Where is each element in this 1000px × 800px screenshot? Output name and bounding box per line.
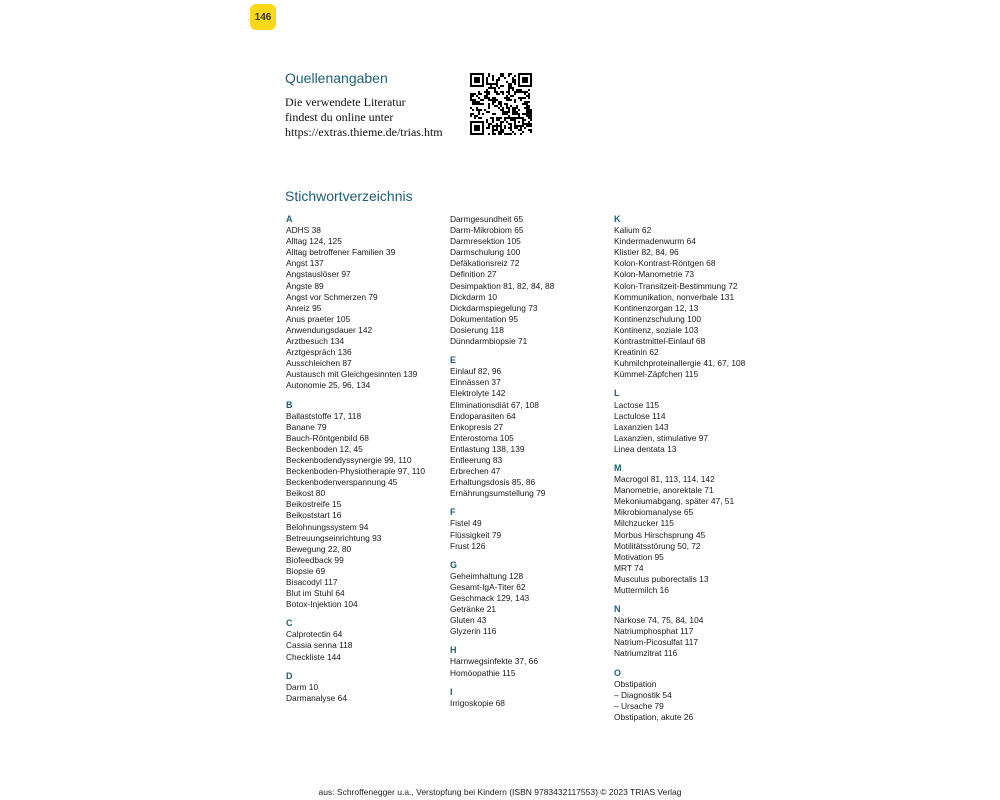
index-entry: Milchzucker 115 (614, 518, 674, 529)
index-heading: Stichwortverzeichnis (285, 188, 413, 204)
index-entry: Bewegung 22, 80 (286, 543, 352, 554)
index-letter: D (286, 670, 293, 681)
index-entry: Dosierung 118 (450, 324, 504, 335)
index-entry: Fistel 49 (450, 518, 482, 529)
index-entry: Glyzerin 116 (450, 626, 497, 637)
index-entry: Cassia senna 118 (286, 640, 353, 651)
index-letter: C (286, 618, 293, 629)
index-section (614, 463, 774, 596)
index-entry: Muttermilch 16 (614, 585, 669, 595)
index-entry: Ballaststoffe 17, 118 (286, 410, 362, 421)
index-entry: Obstipation, akute 26 (614, 711, 694, 722)
index-entry: Gluten 43 (450, 615, 487, 626)
index-entry: Angstauslöser 97 (286, 269, 351, 280)
index-section (614, 214, 774, 380)
index-entry: Beikoststart 16 (286, 510, 342, 521)
index-entry: Anwendungsdauer 142 (286, 324, 373, 335)
index-section (286, 214, 446, 392)
index-entry: Biofeedback 99 (286, 554, 344, 565)
index-entry: Kontinenzschulung 100 (614, 313, 702, 324)
index-entry: Einnässen 37 (450, 377, 501, 388)
index-entry: Dünndarmbiopsie 71 (450, 336, 528, 347)
index-entry: Motivation 95 (614, 551, 664, 562)
index-entry: Arztgespräch 136 (286, 347, 352, 358)
index-entry: Calprotectin 64 (286, 629, 343, 640)
index-entry: Kontrastmittel-Einlauf 68 (614, 336, 706, 347)
index-entry: Laxanzien, stimulative 97 (614, 432, 709, 443)
index-section (286, 618, 446, 662)
index-entry: Beikost 80 (286, 488, 326, 499)
index-entry: Einlauf 82, 96 (450, 366, 502, 377)
index-section (450, 214, 610, 347)
index-entry: – Diagnostik 54 (614, 689, 672, 700)
index-letter: N (614, 604, 621, 615)
index-entry: Irrigoskopie 68 (450, 697, 505, 708)
footer-citation: aus: Schroffenegger u.a., Verstopfung bei Kindern (ISBN 9783432117553) © 2023 TRIAS Verlag (318, 787, 682, 797)
index-section (614, 388, 774, 455)
index-entry: Lactulose 114 (614, 410, 666, 421)
index-entry: ADHS 38 (286, 225, 321, 236)
index-entry: Kalium 62 (614, 225, 652, 236)
index-entry: Laxanzien 143 (614, 421, 669, 432)
index-entry: Dickdarm 10 (450, 291, 498, 302)
index-entry: MRT 74 (614, 562, 644, 573)
index-entry: Motilitätsstörung 50, 72 (614, 540, 701, 551)
index-entry: Austausch mit Gleichgesinnten 139 (286, 369, 418, 380)
index-entry: Darmresektion 105 (450, 236, 521, 247)
index-entry: Biopsie 69 (286, 565, 326, 576)
index-entry: Kolon-Transitzeit-Bestimmung 72 (614, 280, 738, 291)
index-entry: Narkose 74, 75, 84, 104 (614, 615, 704, 626)
index-column-2 (450, 214, 610, 717)
index-letter: G (450, 559, 458, 570)
index-entry: Beckenboden-Physiotherapie 97, 110 (286, 466, 426, 477)
index-entry: Erhaltungsdosis 85, 86 (450, 477, 536, 488)
index-entry: Eliminationsdiät 67, 108 (450, 399, 539, 410)
index-entry: Kontinenzorgan 12, 13 (614, 302, 699, 313)
index-letter: I (450, 686, 453, 697)
qr-code-icon[interactable] (470, 73, 532, 135)
index-entry: Klistier 82, 84, 96 (614, 247, 679, 258)
index-entry: Checkliste 144 (286, 651, 341, 662)
index-letter: O (614, 667, 622, 678)
index-entry: Ernährungsumstellung 79 (450, 488, 546, 499)
index-column-3 (614, 214, 774, 731)
index-entry: Kindermadenwurm 64 (614, 236, 696, 247)
index-letter: E (450, 355, 457, 366)
index-entry: Musculus puborectalis 13 (614, 573, 709, 584)
index-entry: Darmgesundheit 65 (450, 214, 524, 224)
index-entry: Obstipation (614, 678, 657, 689)
index-letter: L (614, 388, 620, 399)
index-entry: Enterostoma 105 (450, 432, 514, 443)
index-entry: Macrogol 81, 113, 114, 142 (614, 474, 715, 485)
index-entry: Kuhmilchproteinallergie 41, 67, 108 (614, 358, 746, 369)
index-entry: Darmanalyse 64 (286, 692, 347, 703)
index-entry: Dokumentation 95 (450, 313, 518, 324)
index-entry: Elektrolyte 142 (450, 388, 506, 399)
index-entry: Darm-Mikrobiom 65 (450, 225, 524, 236)
index-section (286, 400, 446, 611)
index-section (286, 671, 446, 704)
index-letter: F (450, 507, 456, 518)
index-entry: Geheimhaltung 128 (450, 570, 524, 581)
index-entry: Botox-Injektion 104 (286, 599, 358, 610)
index-entry: Angst 137 (286, 258, 324, 269)
index-entry: Belohnungssystem 94 (286, 521, 369, 532)
index-letter: B (286, 399, 293, 410)
sources-heading: Quellenangaben (285, 70, 388, 86)
index-entry: Darm 10 (286, 681, 319, 692)
index-entry: Ängste 89 (286, 280, 324, 291)
index-entry: Darmschulung 100 (450, 247, 521, 258)
index-entry: Bauch-Röntgenbild 68 (286, 432, 369, 443)
index-letter: K (614, 214, 621, 224)
index-entry: Banane 79 (286, 421, 327, 432)
index-entry: Frust 126 (450, 540, 486, 551)
index-entry: Manometrie, anorektale 71 (614, 485, 714, 496)
index-entry: Getränke 21 (450, 604, 497, 615)
sources-line: Die verwendete Literatur (285, 95, 406, 109)
index-entry: Beikostreife 15 (286, 499, 342, 510)
index-entry: Homöopathie 115 (450, 667, 516, 678)
sources-line: findest du online unter (285, 110, 394, 124)
index-entry: Kontinenz, soziale 103 (614, 324, 699, 335)
index-letter: H (450, 645, 457, 656)
index-entry: Definition 27 (450, 269, 497, 280)
index-entry: Linea dentata 13 (614, 443, 677, 454)
index-entry: Geschmack 129, 143 (450, 593, 530, 603)
index-section (450, 507, 610, 551)
index-entry: Anus praeter 105 (286, 313, 351, 324)
index-entry: Anreiz 95 (286, 302, 322, 313)
index-entry: – Ursache 79 (614, 700, 664, 711)
index-entry: Mekoniumabgang, später 47, 51 (614, 496, 735, 507)
index-entry: Entlastung 138, 139 (450, 443, 525, 454)
index-letter: M (614, 462, 622, 473)
index-section (450, 355, 610, 499)
index-section (450, 645, 610, 678)
index-entry: Mikrobiomanalyse 65 (614, 507, 694, 518)
index-entry: Morbus Hirschsprung 45 (614, 529, 706, 540)
index-entry: Kreatinin 62 (614, 347, 659, 358)
index-entry: Flüssigkeit 79 (450, 529, 502, 540)
index-entry: Natriumphosphat 117 (614, 626, 694, 637)
index-entry: Kolon-Kontrast-Röntgen 68 (614, 258, 716, 269)
index-entry: Alltag 124, 125 (286, 236, 342, 247)
index-section (614, 668, 774, 723)
index-entry: Lactose 115 (614, 399, 660, 410)
index-entry: Dickdarmspiegelung 73 (450, 302, 538, 313)
index-entry: Kümmel-Zäpfchen 115 (614, 369, 699, 380)
index-entry: Beckenbodenverspannung 45 (286, 477, 398, 488)
index-entry: Alltag betroffener Familien 39 (286, 247, 396, 258)
index-entry: Beckenbodendyssynergie 99, 110 (286, 454, 412, 465)
index-entry: Arztbesuch 134 (286, 336, 345, 347)
index-entry: Gesamt-IgA-Titer 62 (450, 581, 526, 592)
index-entry: Natrium-Picosulfat 117 (614, 637, 699, 648)
index-entry: Harnwegsinfekte 37, 66 (450, 656, 538, 667)
index-entry: Defäkationsreiz 72 (450, 258, 520, 269)
index-entry: Blut im Stuhl 64 (286, 588, 345, 599)
index-section (450, 687, 610, 709)
index-entry: Kolon-Manometrie 73 (614, 269, 695, 280)
index-entry: Enkopresis 27 (450, 421, 504, 432)
index-section (450, 560, 610, 638)
index-entry: Erbrechen 47 (450, 466, 501, 477)
sources-link[interactable]: https://extras.thieme.de/trias.htm (285, 125, 443, 139)
sources-text (285, 95, 475, 140)
index-entry: Betreuungseinrichtung 93 (286, 532, 382, 543)
index-entry: Beckenboden 12, 45 (286, 443, 363, 454)
index-entry: Endoparasiten 64 (450, 410, 516, 421)
index-letter: A (286, 214, 293, 224)
index-section (614, 604, 774, 659)
index-entry: Bisacodyl 117 (286, 577, 338, 587)
index-entry: Entleerung 83 (450, 454, 503, 465)
index-entry: Ausschleichen 87 (286, 358, 352, 369)
index-entry: Autonomie 25, 96, 134 (286, 380, 371, 391)
page-number-badge: 146 (250, 4, 276, 30)
index-entry: Angst vor Schmerzen 79 (286, 291, 378, 302)
index-entry: Desimpaktion 81, 82, 84, 88 (450, 280, 555, 291)
index-entry: Kommunikation, nonverbale 131 (614, 291, 735, 302)
index-entry: Natriumzitrat 116 (614, 648, 678, 659)
index-column-1 (286, 214, 446, 712)
